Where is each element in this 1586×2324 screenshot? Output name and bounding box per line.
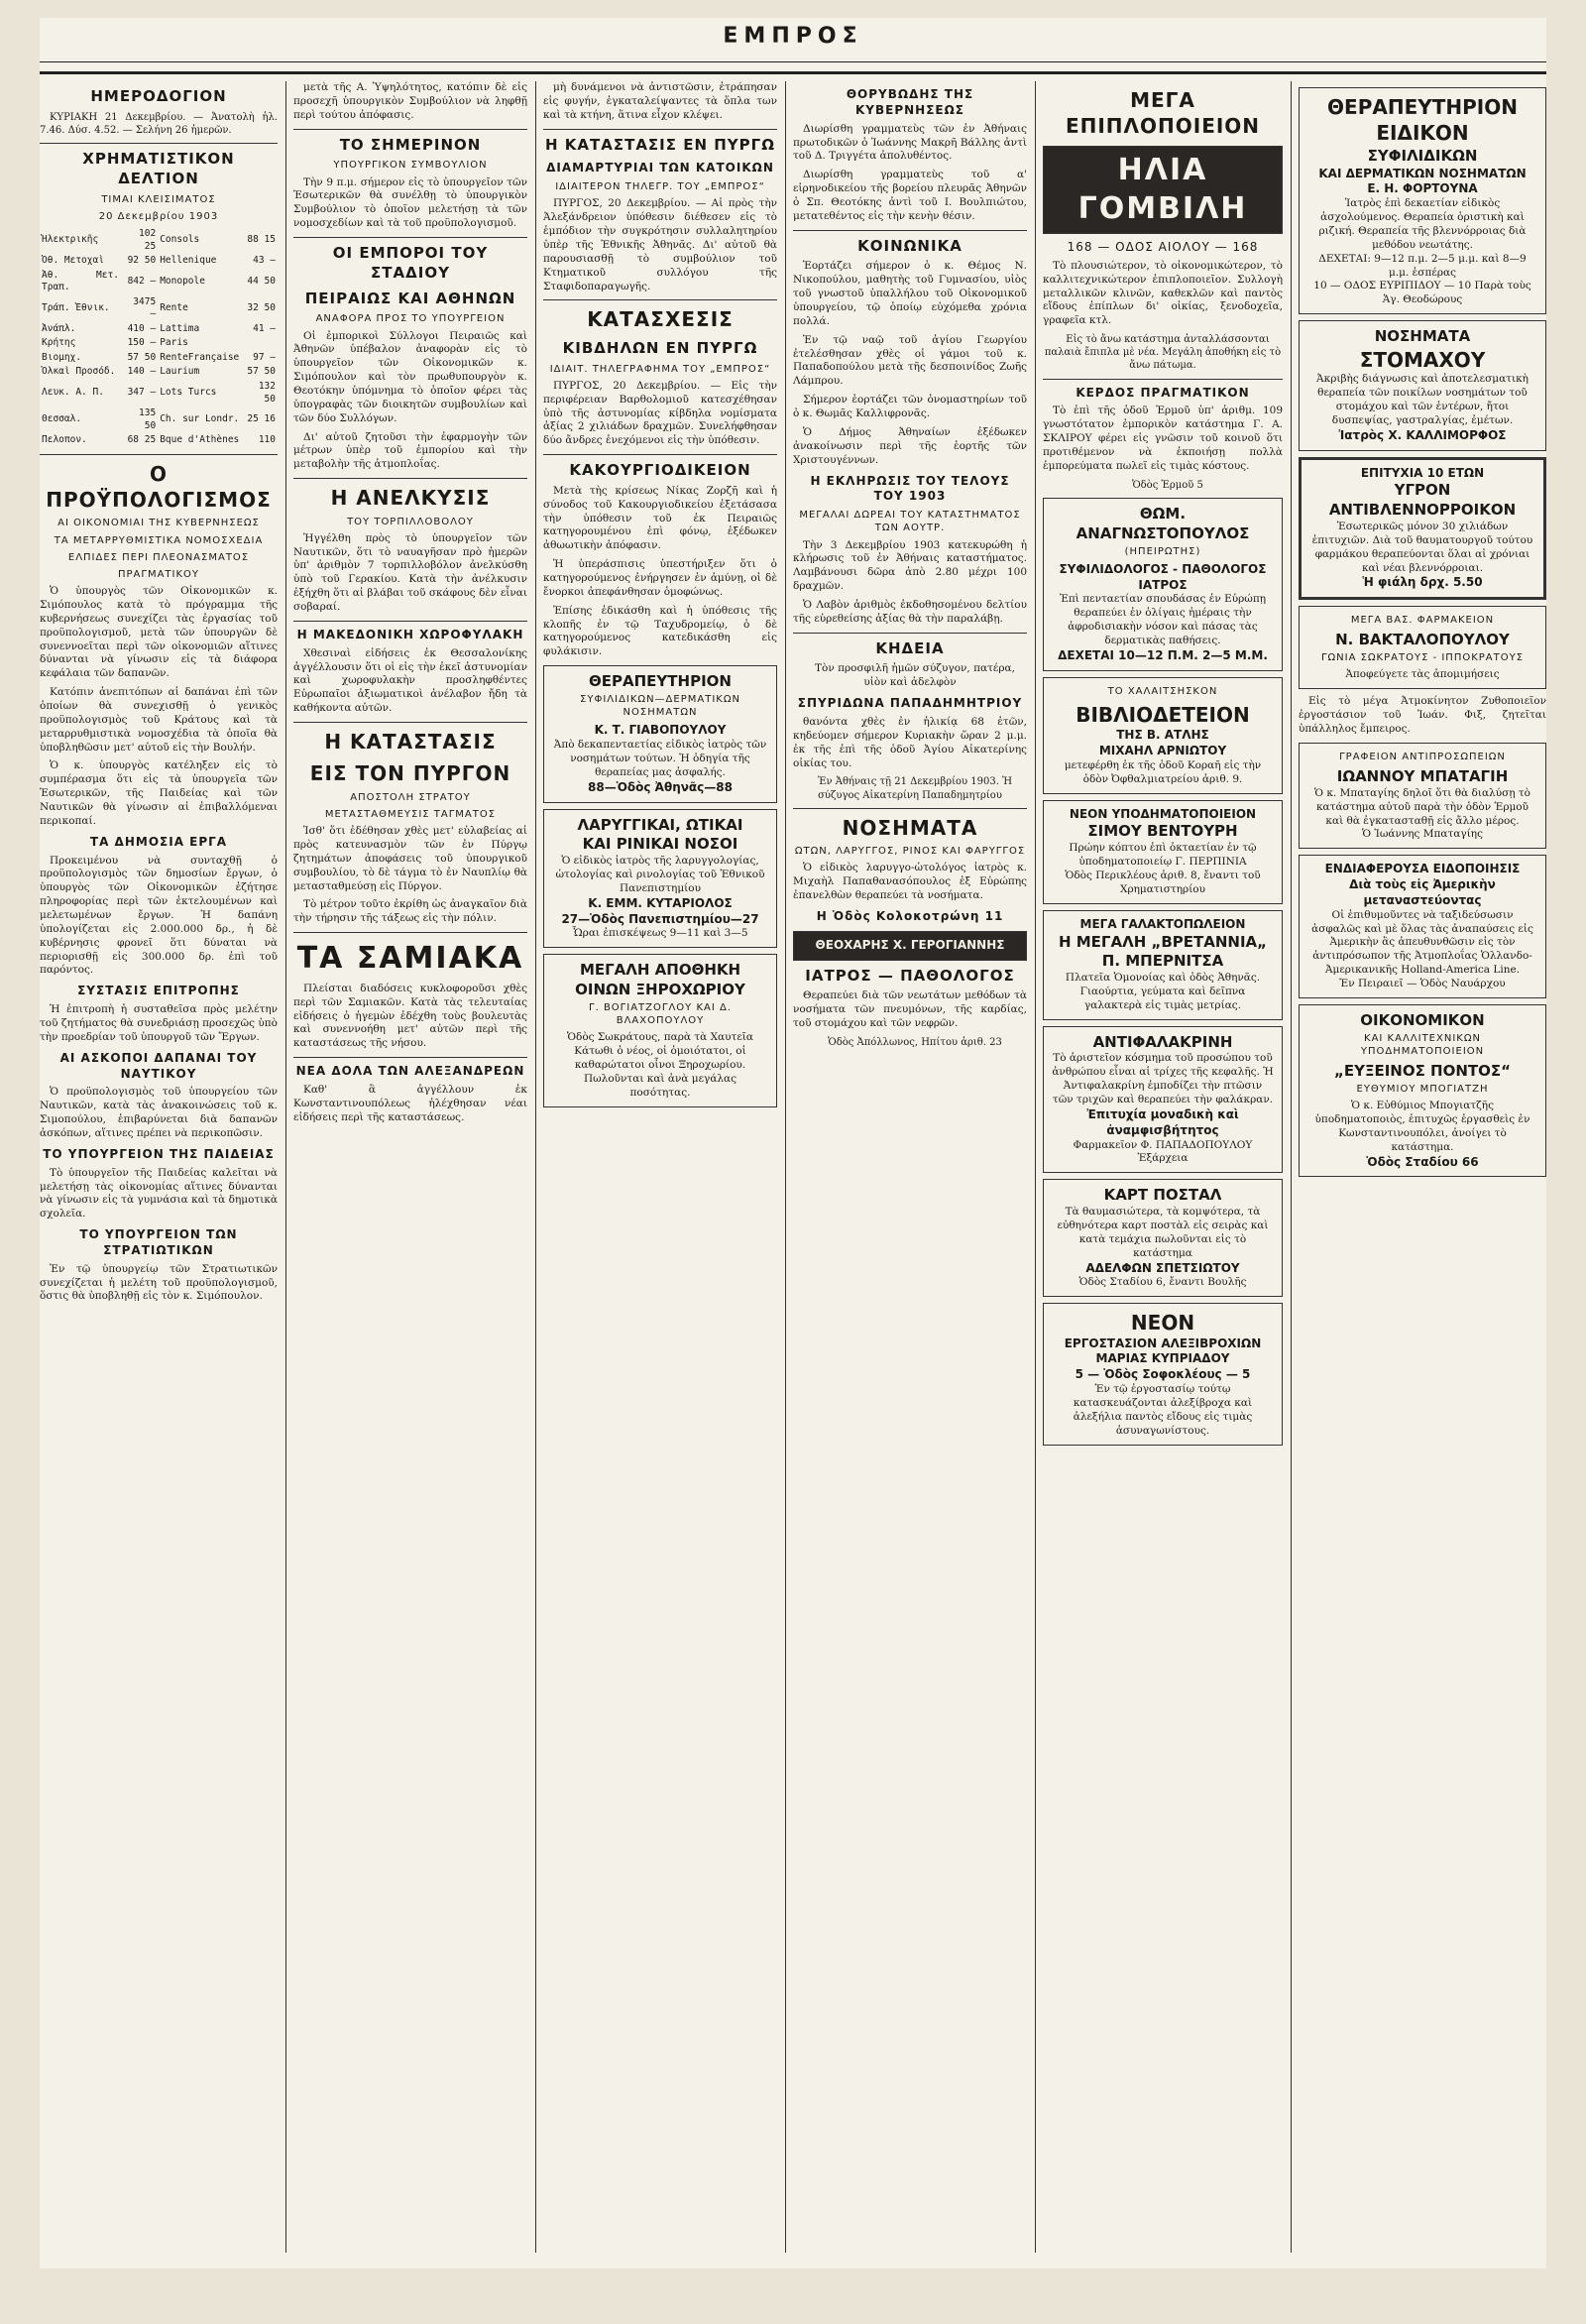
divider <box>293 621 527 622</box>
ad-owner: ΕΥΘΥΜΙΟΥ ΜΠΟΓΙΑΤΖΗ <box>1356 1083 1489 1095</box>
column-5 <box>1043 81 1283 2253</box>
ad-text: Ἰατρὸς ἐπὶ δεκαετίαν εἰδικὸς ἀσχολούμενος. Θεραπεία ὁριστικὴ καὶ ριζική. Θεραπεία τῆς βλεννόρροιας διὰ μεθόδου νεωτάτης. <box>1318 197 1527 251</box>
bourse-cell: 347 — <box>127 387 157 399</box>
subhead: ΥΠΟΥΡΓΙΚΟΝ ΣΥΜΒΟΥΛΙΟΝ <box>333 160 488 172</box>
bourse-cell: 92 50 <box>127 255 157 267</box>
headline: ΚΙΒΔΗΛΩΝ ΕΝ ΠΥΡΓΩ <box>562 338 758 357</box>
ad-subtitle: ΣΥΦΙΛΙΔΟΛΟΓΟΣ - ΠΑΘΟΛΟΓΟΣ <box>1059 561 1267 576</box>
article-paragraph: Σήμερον ἑορτάζει τῶν ὀνομαστηρίων τοῦ ὁ κ. Θωμᾶς Καλλιφρονᾶς. <box>793 394 1027 420</box>
ad-title: ΣΤΟΜΑΧΟΥ <box>1359 347 1486 372</box>
column-rule <box>1291 81 1292 2253</box>
bourse-table <box>40 227 278 448</box>
ad-name: ΥΓΡΟΝ ΑΝΤΙΒΛΕΝΝΟΡΡΟΙΚΟΝ <box>1328 481 1517 520</box>
bourse-cell: 57 50 <box>127 351 157 363</box>
ad-subtitle: ΕΡΓΟΣΤΑΣΙΟΝ ΑΛΕΞΙΒΡΟΧΙΩΝ <box>1064 1336 1262 1350</box>
bourse-cell: 57 50 <box>247 366 276 378</box>
bourse-cell: Λευκ. Α. Π. <box>42 387 104 399</box>
bourse-cell: Κρήτης <box>42 337 76 349</box>
headline: Η ΚΑΤΑΣΤΑΣΙΣ ΕΝ ΠΥΡΓΩ <box>545 135 775 154</box>
bourse-cell: Rente <box>160 302 188 314</box>
ad-title: ΕΝΔΙΑΦΕΡΟΥΣΑ ΕΙΔΟΠΟΙΗΣΙΣ <box>1324 862 1521 876</box>
bourse-cell: Τράπ. Ἐθνικ. <box>42 302 110 314</box>
article-paragraph: Ὁ Δήμος Ἀθηναίων ἐξέδωκεν ἀνακοίνωσιν περὶ τῆς ἑορτῆς τῶν Χριστουγέννων. <box>793 425 1027 466</box>
subheading: ΣΥΣΤΑΣΙΣ ΕΠΙΤΡΟΠΗΣ <box>77 984 240 998</box>
ad-text: Ὁ κ. Εὐθύμιος Μπογιατζῆς ὑποδηματοποιὸς, ἐπιτυχῶς ἐργασθεὶς ἐν Κωνσταντινουπόλει, ἀνοίγει τὸ κατάστημα. <box>1314 1100 1530 1153</box>
ad-doctor <box>793 931 1027 961</box>
newspaper-title: ΕΜΠΡΟΣ <box>723 24 863 49</box>
article-paragraph: Τὸ ἐπὶ τῆς ὁδοῦ Ἑρμοῦ ὑπ' ἀριθμ. 109 γνωστότατον ἐμπορικὸν κατάστημα Γ. Α. ΣΚΛΙΡΟΥ φέρει εἰς γνῶσιν τοῦ κοινοῦ ὅτι προτιθέμενον νὰ ἐκποιήσῃ πολλὰ ἐμπορεύματα πωλεῖ εἰς τιμὰς κόστους. <box>1043 405 1283 472</box>
column-1 <box>40 81 278 2253</box>
ad-doctor <box>1043 498 1283 671</box>
ad-shipping <box>1299 855 1546 998</box>
ad-subtitle: ΜΙΧΑΗΛ ΑΡΝΙΩΤΟΥ <box>1098 744 1227 758</box>
article-paragraph: μετὰ τῆς Α. Ὑψηλότητος, κατόπιν δὲ εἰς προσεχῆ ὑπουργικὸν Συμβούλιον νὰ ληφθῇ περὶ τούτου ἀπόφασις. <box>293 81 527 121</box>
bourse-cell: 25 16 <box>247 413 276 425</box>
headline: ΠΕΙΡΑΙΩΣ ΚΑΙ ΑΘΗΝΩΝ <box>304 289 516 307</box>
ad-name: ΗΛΙΑ ΓΟΜΒΙΛΗ <box>1077 152 1248 227</box>
ad-price: Ἡ φιάλη δρχ. 5.50 <box>1362 575 1483 590</box>
subhead: ΙΔΙΑΙΤ. ΤΗΛΕΓΡΑΦΗΜΑ ΤΟΥ „ΕΜΠΡΟΣ“ <box>549 363 771 375</box>
article-paragraph: Ὁ προϋπολογισμὸς τοῦ ὑπουργείου τῶν Ναυτικῶν, κατὰ τὰς ἀνακοινώσεις τοῦ κ. Σιμοπούλου, ἐπιβαρύνεται διὰ δαπανῶν ἀσκόπων, αἵτινες πρέπει νὰ περικοπῶσιν. <box>40 1086 278 1139</box>
subhead: ΜΕΤΑΣΤΑΘΜΕΥΣΙΣ ΤΑΓΜΑΤΟΣ <box>324 809 497 820</box>
article-paragraph: Ἐπίσης ἐδικάσθη καὶ ἡ ὑπόθεσις τῆς κλοπῆς ἐν τῷ Ταχυδρομείῳ, ὁ δὲ κατηγορούμενος κατεδικάσθη εἰς φυλάκισιν. <box>543 604 777 658</box>
ad-subtitle: Γ. ΒΟΓΙΑΤΖΟΓΛΟΥ ΚΑΙ Δ. ΒΛΑΧΟΠΟΥΛΟΥ <box>589 1001 732 1027</box>
headline: ΚΑΤΑΣΧΕΣΙΣ <box>587 307 734 332</box>
ad-title: ΚΑΙ ΡΙΝΙΚΑΙ ΝΟΣΟΙ <box>582 835 738 854</box>
headline: Η ΜΑΚΕΔΟΝΙΚΗ ΧΩΡΟΦΥΛΑΚΗ <box>296 627 524 641</box>
masthead-rule <box>40 61 1546 62</box>
bourse-cell: Lots Turcs <box>160 387 217 399</box>
ad-name: ΣΙΜΟΥ ΒΕΝΤΟΥΡΗ <box>1087 822 1238 841</box>
bourse-row <box>40 351 278 366</box>
article-paragraph: Ὁ Λαβὸν ἀριθμὸς ἐκδοθησομένου δελτίου τῆς εὑρεθείσης ἀξίας θὰ τὴν παραλάβῃ. <box>793 598 1027 625</box>
headline: ΕΙΣ ΤΟΝ ΠΥΡΓΟΝ <box>309 761 511 786</box>
article-paragraph: Δι' αὐτοῦ ζητοῦσι τὴν ἐφαρμογὴν τῶν μέτρων ὑπὲρ τοῦ ἐμπορίου καὶ τὴν μεταβολὴν τῆς ἀτμοπλοΐας. <box>293 430 527 471</box>
ad-text: Κάτωθι ὁ νέος, οἱ ὁμοιότατοι, οἱ καθαρώτατοι οἶνοι Ξηροχωρίου. Πωλοῦνται καὶ ἀνὰ μεγάλας ποσότητας. <box>574 1045 746 1099</box>
ad-address: Ὁδὸς Ἀπόλλωνος, Ηπίτου ἀριθ. 23 <box>828 1037 1002 1049</box>
divider <box>293 237 527 238</box>
ad-wine <box>543 954 777 1106</box>
funeral-name: ΣΠΥΡΙΔΩΝΑ ΠΑΠΑΔΗΜΗΤΡΙΟΥ <box>797 696 1023 711</box>
subheading: ΑΙ ΑΣΚΟΠΟΙ ΔΑΠΑΝΑΙ ΤΟΥ ΝΑΥΤΙΚΟΥ <box>59 1050 258 1081</box>
ad-address: Φαρμακεῖον Φ. ΠΑΠΑΔΟΠΟΥΛΟΥ Ἐξάρχεια <box>1073 1138 1253 1165</box>
bourse-cell: Πελοπον. <box>42 434 87 446</box>
article-paragraph: Ἡ ὑπεράσπισις ὑπεστήριξεν ὅτι ὁ κατηγορούμενος ἐνήργησεν ἐν ἀμύνῃ, οἱ δὲ ἔνορκοι ἀπεφάνθησαν ὁμοφώνως. <box>543 558 777 598</box>
article-paragraph: Τὸν προσφιλῆ ἡμῶν σύζυγον, πατέρα, υἱὸν καὶ ἀδελφὸν <box>815 662 1015 689</box>
ad-name: Κ. Τ. ΓΙΑΒΟΠΟΥΛΟΥ <box>594 723 727 738</box>
bourse-cell: Θεσσαλ. <box>42 413 82 425</box>
ad-subtitle: ΤΟ ΧΑΛΑΙΤΣΗΣΚΟΝ <box>1107 685 1218 697</box>
article-paragraph: Τὴν 3 Δεκεμβρίου 1903 κατεκυρώθη ἡ κλήρωσις τοῦ ἐν Ἀθήναις καταστήματος. Λαμβάνουσι δῶρα ἀπὸ 2.80 μέχρι 100 δραχμῶν. <box>793 538 1027 593</box>
ad-bindery <box>1043 677 1283 794</box>
divider <box>40 143 278 144</box>
bourse-row <box>40 254 278 269</box>
bourse-row <box>40 269 278 295</box>
article-paragraph: Τὴν 9 π.μ. σήμερον εἰς τὸ ὑπουργεῖον τῶν Ἐσωτερικῶν θὰ συνέλθῃ τὸ ὑπουργικὸν Συμβούλιον τὸ ὁποῖον μελετήσῃ τὰ τῶν νομοσχεδίων καὶ τὰ τοῦ προϋπολογισμοῦ. <box>293 175 527 230</box>
ad-subtitle: ΜΕΓΑ ΒΑΣ. ΦΑΡΜΑΚΕΙΟΝ <box>1350 615 1495 627</box>
ad-title: ΘΩΜ. ΑΝΑΓΝΩΣΤΟΠΟΥΛΟΣ <box>1076 504 1250 542</box>
bourse-row <box>40 433 278 448</box>
ad-pharmacy <box>1299 606 1546 689</box>
ad-title: ΟΙΚΟΝΟΜΙΚΟΝ <box>1360 1010 1485 1029</box>
ad-subtitle: ΚΑΙ ΔΕΡΜΑΤΙΚΩΝ ΝΟΣΗΜΑΤΩΝ <box>1318 166 1527 180</box>
column-rule <box>785 81 786 2253</box>
divider <box>293 478 527 479</box>
ad-ent <box>543 809 777 949</box>
ad-address: Ἐν Πειραιεῖ — Ὁδὸς Ναυάρχου <box>1339 978 1506 990</box>
almanac-title: ΗΜΕΡΟΔΟΓΙΟΝ <box>90 87 227 105</box>
divider <box>793 808 1027 809</box>
bourse-cell: 842 — <box>127 276 157 287</box>
headline: Η ΕΚΛΗΡΩΣΙΣ ΤΟΥ ΤΕΛΟΥΣ ΤΟΥ 1903 <box>810 473 1010 504</box>
ad-name: Ν. ΒΑΚΤΑΛΟΠΟΥΛΟΥ <box>1335 631 1510 649</box>
ad-text: Ἀπὸ δεκαπενταετίας εἰδικὸς ἰατρὸς τῶν νοσημάτων τούτων. Ἡ ὁδηγία τῆς θεραπείας μας ἀσφαλής. <box>553 739 767 778</box>
ad-text: Τὸ ἀριστεῖον κόσμημα τοῦ προσώπου τοῦ ἀνθρώπου εἶναι αἱ τρίχες τῆς κεφαλῆς. Ἡ Ἀντιφαλακρίνη ἐμποδίζει τὴν πτῶσιν τῶν τριχῶν καὶ θεραπεύει τὴν φαλάκραν. <box>1052 1052 1274 1106</box>
headline: ΚΕΡΔΟΣ ΠΡΑΓΜΑΤΙΚΟΝ <box>1076 385 1250 400</box>
ad-title: ΟΙΝΩΝ ΞΗΡΟΧΩΡΙΟΥ <box>575 981 745 999</box>
divider <box>293 722 527 723</box>
ad-title: ΜΕΓΑ ΕΠΙΠΛΟΠΟΙΕΙΟΝ <box>1065 88 1261 139</box>
ad-text: Ἀποφεύγετε τὰς ἀπομιμήσεις <box>1345 668 1500 681</box>
bourse-cell: 44 50 <box>247 276 276 287</box>
article-paragraph: Ὁ κ. ὑπουργὸς κατέληξεν εἰς τὸ συμπέρασμα ὅτι εἰς τὰ ὑπουργεῖα τῶν Ἐσωτερικῶν, τῆς Παιδείας καὶ τῶν Ναυτικῶν θὰ γίνωσιν αἱ ἐπιβαλλόμεναι περικοπαί. <box>40 759 278 827</box>
ad-title: ΑΝΤΙΦΑΛΑΚΡΙΝΗ <box>1092 1032 1233 1051</box>
ad-text: Ἐσωτερικῶς μόνον 30 χιλιάδων ἐπιτυχιῶν. Διὰ τοῦ θαυματουργοῦ τούτου φαρμάκου θεραπεύονται ὅλαι αἱ χρόνιαι καὶ νέαι βλεννόρροιαι. <box>1311 520 1533 574</box>
ad-clinic <box>1299 87 1546 314</box>
article-paragraph: Ἑορτάζει σήμερον ὁ κ. Θέμος Ν. Νικοπούλου, μαθητὴς τοῦ Γυμνασίου, υἱὸς τοῦ γνωστοῦ ὑπαλλήλου τοῦ Οἰκονομικοῦ ὑπουργείου, τῷ ὁποίῳ εὐχόμεθα χρόνια πολλά. <box>793 260 1027 327</box>
article-paragraph: Μετὰ τὴς κρίσεως Νίκας Ζορζῆ καὶ ἡ σύνοδος τοῦ Κακουργιοδικείου ἐξετάσασα τὴν ὑπόθεσιν τοῦ ἐκ Πειραιῶς κατηγορουμένου ἐπὶ φόνῳ, ἐξέδωκεν ἀθωωτικὴν ἀπόφασιν. <box>543 484 777 552</box>
ad-name: Ε. Η. ΦΟΡΤΟΥΝΑ <box>1367 181 1478 196</box>
headline: ΟΙ ΕΜΠΟΡΟΙ ΤΟΥ ΣΤΑΔΙΟΥ <box>332 244 489 282</box>
column-rule <box>1035 81 1036 2253</box>
ad-address: Ὁδὸς Ἑρμοῦ 5 <box>1132 479 1203 491</box>
bourse-cell: Ὀθ. Μετοχαὶ <box>42 255 104 267</box>
ad-text: μετεφέρθη ἐκ τῆς ὁδοῦ Κοραῆ εἰς τὴν ὁδὸν Ὀφθαλμιατρείου ἀριθ. 9. <box>1064 758 1262 785</box>
ad-text: Ὁ κ. Μπαταγίης δηλοῖ ὅτι θὰ διαλύσῃ τὸ κατάστημα αὐτοῦ παρὰ τὴν ὁδὸν Ἑρμοῦ καὶ θὰ ἐγκατασταθῇ εἰς ἄλλο μέρος. <box>1313 786 1530 827</box>
ad-title: ΜΕΓΑ ΓΑΛΑΚΤΟΠΩΛΕΙΟΝ <box>1079 916 1246 931</box>
subhead: ΤΑ ΜΕΤΑΡΡΥΘΜΙΣΤΙΚΑ ΝΟΜΟΣΧΕΔΙΑ <box>54 534 264 546</box>
article-paragraph: Διωρίσθη γραμματεὺς τῶν ἐν Ἀθήναις πρωτοδικῶν ὁ Ἰωάννης Μακρῆ Βάλλης ἀντὶ τοῦ Δ. Τριγγέτα ἀπολυθέντος. <box>793 122 1027 163</box>
ad-name: Η ΜΕΓΑΛΗ „ΒΡΕΤΑΝΝΙΑ„ <box>1058 932 1268 951</box>
ad-hours: Ὧραι ἐπισκέψεως 9—11 καὶ 3—5 <box>572 927 748 940</box>
ad-subtitle: ΣΥΦΙΛΙΔΙΚΩΝ—ΔΕΡΜΑΤΙΚΩΝ ΝΟΣΗΜΑΤΩΝ <box>580 693 740 719</box>
masthead <box>40 18 1546 74</box>
ad-title: ΒΙΒΛΙΟΔΕΤΕΙΟΝ <box>1076 702 1250 727</box>
ad-signature: Ὁ Ἰωάννης Μπαταγίης <box>1362 828 1483 841</box>
bourse-title: ΧΡΗΜΑΤΙΣΤΙΚΟΝ ΔΕΛΤΙΟΝ <box>82 150 235 187</box>
ad-address: ΓΩΝΙΑ ΣΩΚΡΑΤΟΥΣ - ΙΠΠΟΚΡΑΤΟΥΣ <box>1320 652 1525 664</box>
ad-subtitle: ΕΙΔΙΚΟΝ <box>1376 121 1469 146</box>
article-paragraph: Ἠγγέλθη πρὸς τὸ ὑπουργεῖον τῶν Ναυτικῶν, ὅτι τὸ ναυαγῆσαν πρὸ ἡμερῶν ὑπ' ἀριθμὸν 7 τορπιλλοβόλον ἀνελκύσθη ὑπὸ τοῦ Γερακίου. Κατὰ τὴν ἀνέλκυσιν ἐξήχθη ὅτι αἱ βλάβαι τοῦ σκάφους δὲν εἶναι σοβαραί. <box>293 531 527 614</box>
headline: ΔΙΑΜΑΡΤΥΡΙΑΙ ΤΩΝ ΚΑΤΟΙΚΩΝ <box>546 161 774 175</box>
ad-address: 10 — ΟΔΟΣ ΕΥΡΙΠΙΔΟΥ — 10 Παρὰ τοὺς Ἁγ. Θεοδώρους <box>1313 280 1531 306</box>
bourse-cell: Monopole <box>160 276 205 287</box>
article-paragraph: ΠΥΡΓΟΣ, 20 Δεκεμβρίου. — Εἰς τὴν περιφέρειαν Βαρθολομιοῦ κατεσχέθησαν ὑπὸ τῆς ἀστυνομίας κίβδηλα νομίσματα ἀξίας 2 χιλιάδων δραχμῶν. Συνελήφθησαν δύο ἄνδρες ἐνεχόμενοι εἰς τὴν ὑπόθεσιν. <box>543 379 777 447</box>
ad-subtitle: ΙΑΤΡΟΣ <box>1138 577 1188 592</box>
bourse-row <box>40 365 278 380</box>
article-paragraph: Διωρίσθη γραμματεὺς τοῦ α' εἰρηνοδικείου τῆς βορείου πλευρᾶς Ἀθηνῶν ὁ Σπ. Θεοτόκης ἀντὶ τοῦ Ι. Βουλπιώτου, μετατεθέντος εἰς τὴν κενὴν θέσιν. <box>793 169 1027 222</box>
article-paragraph: Θεραπεύει διὰ τῶν νεωτάτων μεθόδων τὰ νοσήματα τῶν πνευμόνων, τῆς καρδίας, τοῦ στομάχου καὶ τῶν νεφρῶν. <box>793 989 1027 1030</box>
ad-subtitle: Διὰ τοὺς εἰς Ἀμερικὴν μεταναστεύοντας <box>1349 877 1496 907</box>
bourse-cell: 32 50 <box>247 302 276 314</box>
ad-clinic <box>543 665 777 802</box>
column-3 <box>543 81 777 2253</box>
subheading: ΤΑ ΔΗΜΟΣΙΑ ΕΡΓΑ <box>89 834 228 849</box>
article-paragraph: Πλείσται διαδόσεις κυκλοφοροῦσι χθὲς περὶ τῶν Σαμιακῶν. Κατὰ τὰς τελευταίας εἰδήσεις ὁ ἡγεμὼν ἐδέχθη τοὺς βουλευτὰς καὶ συνεννοήθη μετ' αὐτῶν περὶ τῆς καταστάσεως τῆς νήσου. <box>293 982 527 1050</box>
article-paragraph: Καθ' ἃ ἀγγέλλουν ἐκ Κωνσταντινουπόλεως ἠλέχθησαν νέαι εἰδήσεις περὶ τῆς καταστάσεως. <box>293 1083 527 1123</box>
ad-stomach <box>1299 320 1546 450</box>
ad-shoemaker <box>1043 800 1283 904</box>
ad-text: Οἱ ἐπιθυμοῦντες νὰ ταξιδεύσωσιν ἀσφαλῶς καὶ μὲ ὅλας τὰς ἀναπαύσεις εἰς Ἀμερικὴν ἂς ἀπευθυνθῶσιν εἰς τὸν ἀντιπρόσωπον τῆς Ἀτμοπλοΐας Ὁλλανδο-Ἀμερικανικῆς Holland-America Line. <box>1311 908 1533 977</box>
ad-dairy <box>1043 910 1283 1020</box>
ad-address: Ὁδὸς Περικλέους ἀριθ. 8, ἔναντι τοῦ Χρηματιστηρίου <box>1065 869 1261 895</box>
bourse-row <box>40 227 278 254</box>
ad-text: Ἐν τῷ ἐργοστασίῳ τούτῳ κατασκευάζονται ἀλεξίβροχα καὶ ἀλεξήλια παντὸς εἴδους εἰς τιμὰς ἀσυναγωνίστους. <box>1073 1383 1253 1437</box>
ad-text: Τὰ θαυμασιώτερα, τὰ κομψότερα, τὰ εὐθηνότερα καρτ ποστὰλ εἰς σειρὰς καὶ κατὰ τεμάχια πωλοῦνται εἰς τὸ κατάστημα <box>1057 1206 1269 1259</box>
article-paragraph: Τὸ μέτρον τοῦτο ἐκρίθη ὡς ἀναγκαῖον διὰ τὴν τήρησιν τῆς τάξεως εἰς τὴν πόλιν. <box>293 898 527 925</box>
bourse-cell: 88 15 <box>247 234 276 246</box>
ad-title: ΘΕΟΧΑΡΗΣ Χ. ΓΕΡΟΓΙΑΝΝΗΣ <box>815 937 1005 952</box>
bourse-cell: 41 — <box>253 322 276 334</box>
column-rule <box>535 81 536 2253</box>
ad-address: 168 — ΟΔΟΣ ΑΙΟΛΟΥ — 168 <box>1067 239 1259 254</box>
bourse-cell <box>241 336 278 351</box>
bourse-cell: Laurium <box>160 366 200 378</box>
article-paragraph: Ἡ ἐπιτροπὴ ἡ συσταθεῖσα πρὸς μελέτην τοῦ ζητήματος θὰ συνεδριάσῃ προσεχῶς ὑπὸ τὴν προεδρίαν τοῦ ὑπουργοῦ τῶν Ἔργων. <box>40 1003 278 1043</box>
ad-address: 27—Ὁδὸς Πανεπιστημίου—27 <box>561 911 759 926</box>
subhead: ΠΡΑΓΜΑΤΙΚΟΥ <box>117 568 200 580</box>
ad-title: ΜΕΓΑΛΗ ΑΠΟΘΗΚΗ <box>579 961 741 980</box>
subhead: ΑΙ ΟΙΚΟΝΟΜΙΑΙ ΤΗΣ ΚΥΒΕΡΝΗΣΕΩΣ <box>57 518 260 529</box>
ad-text: Ὁ εἰδικὸς ἰατρὸς τῆς λαρυγγολογίας, ὠτολογίας καὶ ρινολογίας τοῦ Ἐθνικοῦ Πανεπιστημίου <box>555 855 765 894</box>
ad-title: ΚΑΡΤ ΠΟΣΤΑΛ <box>1103 1186 1222 1205</box>
column-6 <box>1299 81 1546 2253</box>
headline: ΝΕΑ ΔΟΛΑ ΤΩΝ ΑΛΕΞΑΝΔΡΕΩΝ <box>295 1064 525 1079</box>
headline: ΘΟΡΥΒΩΔΗΣ ΤΗΣ ΚΥΒΕΡΝΗΣΕΩΣ <box>846 87 974 117</box>
subhead: ΑΠΟΣΤΟΛΗ ΣΤΡΑΤΟΥ <box>350 791 471 803</box>
funeral-signature: Ἐν Ἀθήναις τῇ 21 Δεκεμβρίου 1903. Ἡ σύζυγος Αἰκατερίνη Παπαδημητρίου <box>817 776 1013 801</box>
ad-umbrellas <box>1043 1303 1283 1445</box>
headline: ΚΟΙΝΩΝΙΚΑ <box>857 236 963 255</box>
headline-budget: Ο ΠΡΟΫΠΟΛΟΓΙΣΜΟΣ <box>46 461 272 513</box>
subhead: ΤΟΥ ΤΟΡΠΙΛΛΟΒΟΛΟΥ <box>347 516 474 527</box>
divider <box>543 129 777 130</box>
headline: ΚΗΔΕΙΑ <box>875 639 945 657</box>
ad-hours: ΔΕΧΕΤΑΙ: 9—12 π.μ. 2—5 μ.μ. καὶ 8—9 μ.μ. ἑσπέρας <box>1318 252 1527 279</box>
ad-subtitle: ΤΗΣ Β. ΑΤΛΗΣ <box>1116 728 1209 743</box>
column-rule <box>285 81 286 2253</box>
divider <box>40 454 278 455</box>
headline: ΤΑ ΣΑΜΙΑΚΑ <box>296 941 524 977</box>
subheading: ΤΟ ΥΠΟΥΡΓΕΙΟΝ ΤΩΝ ΣΤΡΑΤΙΩΤΙΚΩΝ <box>79 1227 238 1257</box>
bourse-cell: Ἠλεκτρικῆς <box>42 234 99 246</box>
ad-postcards <box>1043 1179 1283 1297</box>
ad-address: 88—Ὁδὸς Ἀθηνᾶς—88 <box>588 779 733 794</box>
subhead: ΑΝΑΦΟΡΑ ΠΡΟΣ ΤΟ ΥΠΟΥΡΓΕΙΟΝ <box>315 313 506 325</box>
divider <box>1043 379 1283 380</box>
divider <box>543 299 777 300</box>
ad-address: Ὁδὸς Σταδίου 66 <box>1366 1154 1479 1169</box>
bourse-cell: 97 — <box>253 351 276 363</box>
bourse-cell: 132 50 <box>258 380 276 405</box>
ad-subtitle: ΚΑΙ ΚΑΛΛΙΤΕΧΝΙΚΩΝ ΥΠΟΔΗΜΑΤΟΠΟΙΕΙΟΝ <box>1360 1032 1485 1057</box>
ad-subtitle: ΓΡΑΦΕΙΟΝ ΑΝΤΙΠΡΟΣΩΠΕΙΩΝ <box>1339 751 1506 762</box>
ad-furniture <box>1043 146 1283 234</box>
ad-title: ΝΕΟΝ <box>1130 1311 1195 1336</box>
ad-title: ΝΕΟΝ ΥΠΟΔΗΜΑΤΟΠΟΙΕΙΟΝ <box>1069 806 1257 821</box>
bourse-cell: Βιομηχ. <box>42 351 82 363</box>
address: Η Ὁδὸς Κολοκοτρώνη 11 <box>816 909 1004 923</box>
article-paragraph: Ἰσθ' ὅτι ἐδέθησαν χθὲς μετ' εὐλαβείας αἱ πρὸς κατευνασμὸν τῶν ἐν Πύργῳ ζητημάτων ἀποφάσεις τοῦ ὑπουργικοῦ συμβουλίου, τὸ δὲ τάγμα τὸ ἐν Ναυπλίῳ θὰ μετασταθμεύσῃ εἰς Πύργον. <box>293 825 527 892</box>
ad-address: 5 — Ὁδὸς Σοφοκλέους — 5 <box>1075 1367 1251 1382</box>
article-paragraph: Τὸ πλουσιώτερον, τὸ οἰκονομικώτερον, τὸ καλλιτεχνικώτερον ἐπιπλοποιεῖον. Συλλογὴ μεταλλικῶν κλινῶν, καθεκλῶν καὶ παντὸς εἴδους ἐπίπλων δι' οἰκίας, ξενοδοχεῖα, γραφεῖα κτλ. <box>1043 259 1283 327</box>
headline: Η ΚΑΤΑΣΤΑΣΙΣ <box>324 730 497 755</box>
article-paragraph: Χθεσιναὶ εἰδήσεις ἐκ Θεσσαλονίκης ἀγγέλλουσιν ὅτι οἱ εἰς τὴν ἐκεῖ ἀστυνομίαν καὶ χωροφυλακὴν προσληφθέντες Εὐρωπαῖοι ἀξιωματικοὶ ἀνέλαβον ἤδη τὰ καθήκοντα αὐτῶν. <box>293 646 527 715</box>
column-2 <box>293 81 527 2253</box>
bourse-cell: 3475 — <box>133 295 157 320</box>
ad-name: ΙΩΑΝΝΟΥ ΜΠΑΤΑΓΙΗ <box>1336 767 1509 786</box>
article-paragraph: Οἱ ἐμπορικοὶ Σύλλογοι Πειραιῶς καὶ Ἀθηνῶν ὑπέβαλον ἀναφορὰν εἰς τὸ ὑπουργεῖον τῶν Οἰκονομικῶν κ. Σιμόπουλον καὶ τὸν πρωθυπουργὸν κ. Θεοτόκην ὑπόμνημα τὸ ὁποῖον φέρει τὰς ὑπογραφὰς τῶν διοικητῶν συμβουλίων καὶ τῶν δύο Συλλόγων. <box>293 329 527 424</box>
almanac-text: ΚΥΡΙΑΚΗ 21 Δεκεμβρίου. — Ἀνατολὴ ἡλ. 7.46. Δύσ. 4.52. — Σελήνη 26 ἡμερῶν. <box>40 111 278 136</box>
bourse-cell: Bque d'Athènes <box>160 434 240 446</box>
subhead: ΕΛΠΙΔΕΣ ΠΕΡΙ ΠΛΕΟΝΑΣΜΑΤΟΣ <box>67 551 250 563</box>
newspaper-page <box>40 18 1546 2268</box>
bourse-cell: 150 — <box>127 337 157 349</box>
bourse-row <box>40 380 278 407</box>
ad-text: Πρώην κόπτου ἐπὶ ὀκταετίαν ἐν τῷ ὑποδηματοποιείῳ Γ. ΠΕΡΠΙΝΙΑ <box>1069 842 1257 869</box>
article-paragraph: ΠΥΡΓΟΣ, 20 Δεκεμβρίου. — Αἱ πρὸς τὴν Ἀλεξάνδρειον ὑπόθεσιν διέθεσεν εἰς τὸ ἐμπόδιον τὴν συγκρότησιν συλλαλητηρίου ὑπὲρ τῆς Ἐθνικῆς Ἀθηνᾶς. Δι' αὐτοῦ θὰ παρουσιασθῇ τὸ συμβούλιον τοῦ Κτηματικοῦ συλλόγου τῆς Σταφιδοπαραγωγῆς. <box>543 197 777 292</box>
ad-text: Πλατεῖα Ὁμονοίας καὶ ὁδὸς Ἀθηνᾶς. Γιαούρτια, γεύματα καὶ δεῖπνα γαλακτερὰ εἰς τιμὰς μετρίας. <box>1065 972 1261 1011</box>
article-paragraph: Κατόπιν ἀνεπιτόπων αἱ δαπάναι ἐπὶ τῶν ὁποίων θὰ συνεχισθῇ ὁ γενικὸς προϋπολογισμὸς τοῦ Κράτους καὶ τὰ μεταρρυθμιστικὰ νομοσχέδια τὰ ὁποῖα θὰ ὑποβληθῶσιν μετ' αὐτοῦ εἰς τὴν Βουλήν. <box>40 686 278 754</box>
ad-address: Ὁδὸς Σωκράτους, παρὰ τὰ Χαυτεῖα <box>566 1031 753 1044</box>
article-paragraph: Ἐν τῷ ὑπουργείῳ τῶν Στρατιωτικῶν συνεχίζεται ἡ μελέτη τοῦ προϋπολογισμοῦ, ὅστις θὰ ὑποβληθῇ εἰς τὸν κ. Σιμόπουλον. <box>40 1262 278 1303</box>
divider <box>793 230 1027 231</box>
bourse-cell: Ἀνάπλ. <box>42 322 76 334</box>
ad-subtitle: (ΗΠΕΙΡΩΤΗΣ) <box>1124 545 1201 557</box>
ad-text: Ἐπὶ πενταετίαν σπουδάσας ἐν Εὐρώπῃ θεραπεύει ἐν ὀλίγαις ἡμέραις τὴν ἀφροδισιακὴν νόσον καὶ πάσας τὰς δερματικὰς παθήσεις. <box>1059 593 1267 646</box>
ad-subtitle: Π. ΜΠΕΡΝΙΤΣΑ <box>1101 952 1224 971</box>
article-paragraph: Τὸ ὑπουργεῖον τῆς Παιδείας καλεῖται νὰ μελετήσῃ τὰς οἰκονομίας αἵτινες δύνανται νὰ γίνωσιν εἰς τὰ γυμνάσια καὶ τὰ δημοτικὰ σχολεῖα. <box>40 1166 278 1220</box>
bourse-cell: 68 25 <box>127 434 157 446</box>
ad-hours: ΔΕΧΕΤΑΙ 10—12 Π.Μ. 2—5 Μ.Μ. <box>1058 647 1268 662</box>
bourse-cell: 43 — <box>253 255 276 267</box>
subhead: ΙΔΙΑΙΤΕΡΟΝ ΤΗΛΕΓΡ. ΤΟΥ „ΕΜΠΡΟΣ“ <box>555 181 765 193</box>
ad-subtitle: ΙΑΤΡΟΣ — ΠΑΘΟΛΟΓΟΣ <box>805 966 1015 985</box>
headline: ΤΟ ΣΗΜΕΡΙΝΟΝ <box>339 135 482 154</box>
bourse-cell: Ἀθ. Μετ. Τραπ. <box>42 269 119 293</box>
divider <box>543 454 777 455</box>
bourse-cell: 410 — <box>127 322 157 334</box>
divider <box>293 129 527 130</box>
ad-title: ΘΕΡΑΠΕΥΤΗΡΙΟΝ <box>1327 95 1518 119</box>
ad-hair <box>1043 1026 1283 1174</box>
article-paragraph: Ὁ εἰδικὸς λαρυγγο-ὠτολόγος ἰατρὸς κ. Μιχαὴλ Παπαθανασόπουλος ἐξ Εὐρώπης ἐπανελθὼν θεραπεύει τὰ νοσήματα. <box>793 862 1027 902</box>
bourse-cell: RenteFrançaise <box>160 351 240 363</box>
bourse-cell: 110 <box>258 434 276 446</box>
ad-address: Ὁδὸς Σταδίου 6, ἔναντι Βουλῆς <box>1078 1276 1247 1289</box>
ad-text: Ἀκριβὴς διάγνωσις καὶ ἀποτελεσματικὴ θεραπεία τῶν ποικίλων νοσημάτων τοῦ στομάχου καὶ τῶν ἐντέρων, ἤτοι δυσπεψίας, γαστραλγίας, ἐμέτων. <box>1316 373 1529 426</box>
article-paragraph: Εἰς τὸ μέγα Ἀτμοκίνητον Ζυθοποιεῖον ἐργοστάσιον τοῦ Ἰωάν. Φιξ, ζητεῖται ὑπάλληλος ἔμπειρος. <box>1299 695 1546 735</box>
ad-name: „ΕΥΞΕΙΝΟΣ ΠΟΝΤΟΣ“ <box>1334 1062 1511 1081</box>
ad-name: ΜΑΡΙΑΣ ΚΥΠΡΙΑΔΟΥ <box>1095 1351 1230 1366</box>
article-paragraph: μὴ δυνάμενοι νὰ ἀντιστῶσιν, ἐτράπησαν εἰς φυγήν, ἐγκαταλείψαντες τὰ ὅπλα των καὶ τὰ κτήνη, ἅτινα εἶχον κλέψει. <box>543 81 777 121</box>
article-paragraph: Ἐν τῷ ναῷ τοῦ ἁγίου Γεωργίου ἐτελέσθησαν χθὲς οἱ γάμοι τοῦ κ. Παπαδοπούλου μετὰ τῆς δεσποινίδος Ζωῆς Λάμπρου. <box>793 333 1027 388</box>
bourse-date: 20 Δεκεμβρίου 1903 <box>98 210 219 222</box>
ad-name: Ἰατρὸς Χ. ΚΑΛΛΙΜΟΡΦΟΣ <box>1338 427 1507 442</box>
headline: ΝΟΣΗΜΑΤΑ <box>842 815 978 840</box>
divider <box>293 932 527 933</box>
ad-title: ΕΠΙΤΥΧΙΑ 10 ΕΤΩΝ <box>1360 465 1485 480</box>
article-paragraph: Προκειμένου νὰ συνταχθῇ ὁ προϋπολογισμὸς τῶν δημοσίων ἔργων, ὁ ὑπουργὸς τῶν Οἰκονομικῶν ἐζήτησε πληροφορίας περὶ τῶν ἐκτελουμένων καὶ μελετωμένων ἔργων. Ἡ δαπάνη ὑπολογίζεται εἰς 2.000.000 δρ., ἡ δὲ κυβέρνησις φρονεῖ ὅτι δύναται νὰ περιορισθῇ εἰς 300.000 δρ. ἐπὶ τοῦ παρόντος. <box>40 854 278 977</box>
bourse-cell: 135 50 <box>139 407 157 431</box>
ad-name: Κ. ΕΜΜ. ΚΥΤΑΡΙΟΛΟΣ <box>588 895 733 910</box>
ad-title: ΝΟΣΗΜΑΤΑ <box>1374 327 1471 346</box>
bourse-row <box>40 407 278 433</box>
subhead: ΩΤΩΝ, ΛΑΡΥΓΓΟΣ, ΡΙΝΟΣ ΚΑΙ ΦΑΡΥΓΓΟΣ <box>794 846 1026 858</box>
ad-remedy <box>1299 457 1546 601</box>
bourse-cell: Ch. sur Londr. <box>160 413 240 425</box>
ad-title: ΛΑΡΥΓΓΙΚΑΙ, ΩΤΙΚΑΙ <box>577 815 743 834</box>
bourse-cell: 140 — <box>127 366 157 378</box>
bourse-cell: Consols <box>160 234 200 246</box>
bourse-cell: 102 25 <box>139 228 157 252</box>
ad-title: ΘΕΡΑΠΕΥΤΗΡΙΟΝ <box>589 672 732 691</box>
bourse-cell: Lattima <box>160 322 200 334</box>
ad-shoemaker <box>1299 1004 1546 1177</box>
bourse-subtitle: ΤΙΜΑΙ ΚΛΕΙΣΙΜΑΤΟΣ <box>101 193 216 205</box>
divider <box>293 1057 527 1058</box>
subheading: ΤΟ ΥΠΟΥΡΓΕΙΟΝ ΤΗΣ ΠΑΙΔΕΙΑΣ <box>43 1146 275 1161</box>
ad-subtitle: Ἐπιτυχία μοναδικὴ καὶ ἀναμφισβήτητος <box>1086 1106 1239 1137</box>
column-4 <box>793 81 1027 2253</box>
bourse-row <box>40 336 278 351</box>
article-paragraph: Ὁ ὑπουργὸς τῶν Οἰκονομικῶν κ. Σιμόπουλος κατὰ τὸ πρόγραμμα τῆς κυβερνήσεως συνεχίζει τὰς ἐργασίας τοῦ προϋπολογισμοῦ, μετὰ τῶν ὑπουργῶν δὲ συνεννοεῖται περὶ τῶν οἰκονομιῶν αἵτινες δύνανται νὰ γίνωσιν εἰς τὰ διάφορα κεφάλαια τῶν δαπανῶν. <box>40 585 278 680</box>
subhead: ΜΕΓΑΛΑΙ ΔΩΡΕΑΙ ΤΟΥ ΚΑΤΑΣΤΗΜΑΤΟΣ ΤΩΝ ΑΟΥΤΡ. <box>799 510 1021 534</box>
ad-agency <box>1299 743 1546 849</box>
headline: Η ΑΝΕΛΚΥΣΙΣ <box>330 486 491 511</box>
bourse-row <box>40 295 278 322</box>
bourse-cell: Hellenique <box>160 255 217 267</box>
bourse-cell: Paris <box>160 337 188 349</box>
bourse-row <box>40 322 278 337</box>
ad-name: ΑΔΕΛΦΩΝ ΣΠΕΤΣΙΩΤΟΥ <box>1085 1260 1240 1275</box>
article-paragraph: θανόντα χθὲς ἐν ἡλικίᾳ 68 ἐτῶν, κηδεύομεν σήμερον Κυριακὴν ὥραν 2 μ.μ. ἐκ τῆς ἐπὶ τῆς ὁδοῦ Ἀγίου Αἰκατερίνης οἰκίας του. <box>793 716 1027 769</box>
bourse-cell: Ὁλκαὶ Προσόδ. <box>42 366 116 378</box>
article-paragraph: Εἰς τὸ ἄνω κατάστημα ἀνταλλάσσονται παλαιὰ ἔπιπλα μὲ νέα. Μεγάλη ἀποθήκη εἰς τὸ ἄνω πάτωμα. <box>1044 334 1282 372</box>
divider <box>793 633 1027 634</box>
ad-subtitle: ΣΥΦΙΛΙΔΙΚΩΝ <box>1367 146 1478 165</box>
headline: ΚΑΚΟΥΡΓΙΟΔΙΚΕΙΟΝ <box>569 461 751 480</box>
